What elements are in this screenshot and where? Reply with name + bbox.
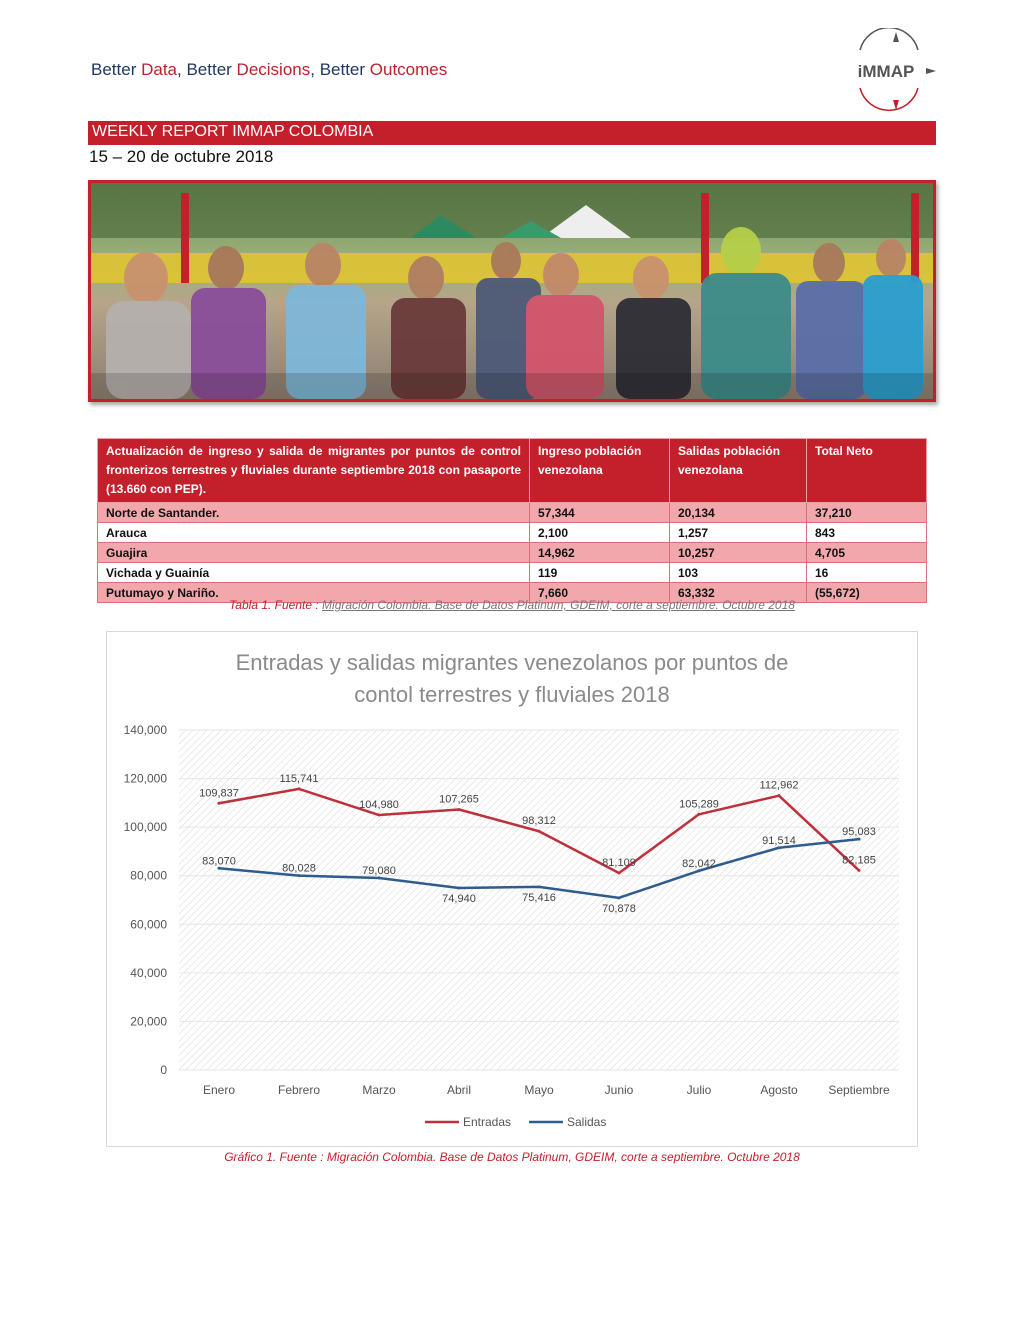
tagline-part: , Better [177, 60, 237, 79]
x-tick-label: Abril [446, 1083, 472, 1097]
data-label: 75,416 [522, 891, 556, 904]
chart-caption: Gráfico 1. Fuente : Migración Colombia. Base de Datos Platinum, GDEIM, corte a septiembre. Octubre 2018 [224, 1150, 800, 1164]
table-header-cell: Actualización de ingreso y salida de migrantes por puntos de control fronterizos terrestres y fluviales durante septiembre 2018 con pasaporte (13.660 con PEP). [98, 439, 530, 503]
data-label: 81,109 [602, 857, 636, 870]
data-point [538, 885, 541, 888]
crowd-photo [88, 180, 936, 402]
table-caption [0, 598, 1024, 612]
tagline-part: Better [91, 60, 142, 79]
data-label: 105,289 [679, 798, 719, 811]
table-caption-prefix: Tabla 1. Fuente : [229, 598, 323, 612]
data-label: 112,962 [759, 779, 799, 792]
x-tick-label: Septiembre [828, 1083, 890, 1097]
data-label: 83,070 [202, 855, 236, 868]
y-tick-label: 120,000 [123, 771, 167, 786]
x-tick-label: Junio [604, 1083, 634, 1097]
table-cell: 37,210 [807, 503, 927, 523]
logo-text: iMMAP [857, 62, 915, 81]
legend-label: Entradas [463, 1115, 512, 1129]
tagline-part: Data [141, 60, 178, 79]
table-cell: 63,332 [670, 583, 807, 603]
data-label: 109,837 [199, 787, 239, 800]
table-cell: 57,344 [530, 503, 670, 523]
data-point [458, 808, 461, 811]
table-cell: 2,100 [530, 523, 670, 543]
table-cell: 1,257 [670, 523, 807, 543]
y-tick-label: 100,000 [123, 820, 167, 835]
data-label: 74,940 [442, 893, 476, 906]
immap-logo [838, 28, 938, 114]
data-point [858, 869, 861, 872]
table-header-cell: Total Neto [807, 439, 927, 503]
table-row [98, 523, 927, 543]
data-label: 104,980 [359, 799, 399, 812]
data-point [538, 830, 541, 833]
x-tick-label: Agosto [760, 1083, 798, 1097]
table-cell: 10,257 [670, 543, 807, 563]
data-point [778, 794, 781, 797]
table-cell: 14,962 [530, 543, 670, 563]
table-cell: 16 [807, 563, 927, 583]
table-header-row [98, 439, 927, 503]
line-chart [106, 631, 918, 1147]
report-title: WEEKLY REPORT IMMAP COLOMBIA [88, 121, 936, 145]
table-caption-source: Migración Colombia. Base de Datos Platinum, GDEIM, corte a septiembre. Octubre 2018 [322, 598, 795, 612]
y-tick-label: 60,000 [130, 917, 167, 932]
data-label: 95,083 [842, 826, 876, 839]
table-cell: 843 [807, 523, 927, 543]
x-tick-label: Enero [202, 1083, 236, 1097]
table-cell: 4,705 [807, 543, 927, 563]
y-tick-label: 0 [160, 1063, 167, 1077]
data-point [378, 814, 381, 817]
tagline-part: , Better [310, 60, 370, 79]
x-tick-label: Febrero [277, 1083, 321, 1097]
y-tick-label: 20,000 [130, 1014, 167, 1029]
x-tick-label: Mayo [524, 1083, 554, 1097]
data-label: 115,741 [279, 772, 319, 785]
table-header-cell: Ingreso población venezolana [530, 439, 670, 503]
chart-title-line: Entradas y salidas migrantes venezolanos por puntos de [235, 650, 789, 675]
data-point [618, 872, 621, 875]
table-cell: Putumayo y Nariño. [98, 583, 530, 603]
data-label: 80,028 [282, 862, 316, 875]
data-point [618, 896, 621, 899]
table-cell: 119 [530, 563, 670, 583]
table-cell: Vichada y Guainía [98, 563, 530, 583]
chart-title-line: contol terrestres y fluviales 2018 [354, 682, 670, 707]
data-label: 82,042 [682, 857, 716, 870]
report-date: 15 – 20 de octubre 2018 [89, 147, 274, 166]
tagline [91, 60, 447, 80]
data-point [298, 787, 301, 790]
data-label: 98,312 [522, 815, 556, 828]
table-cell: (55,672) [807, 583, 927, 603]
data-label: 107,265 [439, 793, 479, 806]
data-label: 70,878 [602, 902, 636, 915]
x-tick-label: Julio [686, 1083, 712, 1097]
table-cell: Guajira [98, 543, 530, 563]
y-tick-label: 40,000 [130, 965, 167, 980]
legend-label: Salidas [567, 1115, 607, 1129]
table-cell: 103 [670, 563, 807, 583]
table-cell: Norte de Santander. [98, 503, 530, 523]
data-label: 91,514 [762, 834, 796, 847]
table-row [98, 563, 927, 583]
table-cell: 7,660 [530, 583, 670, 603]
table-cell: Arauca [98, 523, 530, 543]
y-tick-label: 80,000 [130, 868, 167, 883]
y-tick-label: 140,000 [123, 723, 167, 737]
data-label: 79,080 [362, 864, 396, 877]
x-tick-label: Marzo [362, 1083, 396, 1097]
data-label: 82,185 [842, 854, 876, 867]
data-point [698, 813, 701, 816]
table-header-cell: Salidas población venezolana [670, 439, 807, 503]
table-row [98, 543, 927, 563]
table-row [98, 503, 927, 523]
data-point [218, 802, 221, 805]
table-cell: 20,134 [670, 503, 807, 523]
tagline-part: Decisions [236, 60, 311, 79]
data-point [458, 887, 461, 890]
migration-table [97, 438, 927, 603]
tagline-part: Outcomes [369, 60, 448, 79]
